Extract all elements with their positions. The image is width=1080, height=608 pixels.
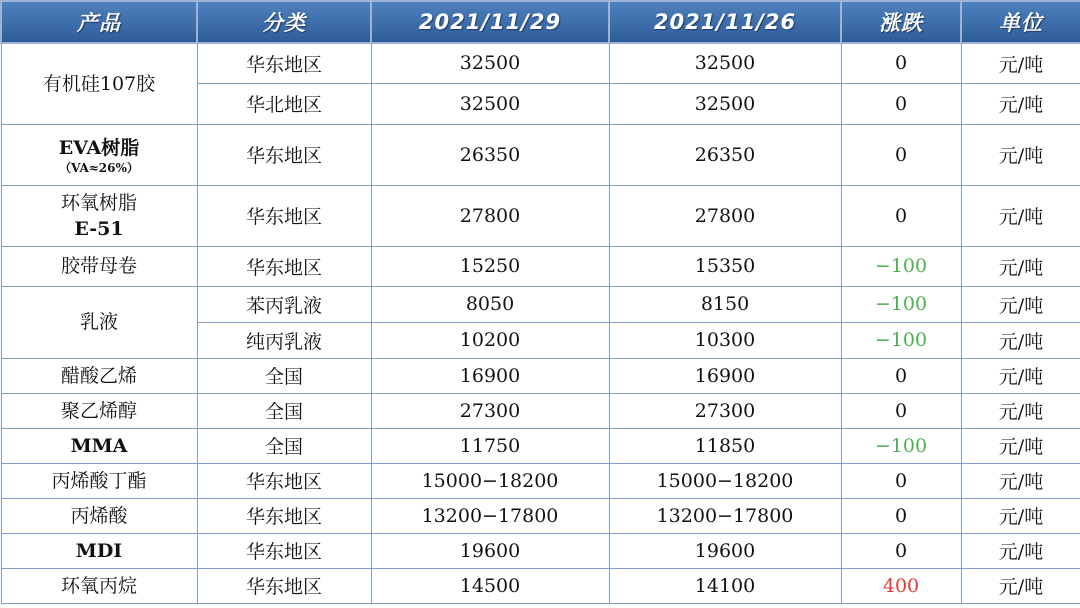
unit-cell: 元/吨: [961, 568, 1080, 603]
price-current-cell: 26350: [371, 124, 609, 185]
header-date-previous: 2021/11/26: [609, 1, 841, 43]
product-cell: 醋酸乙烯: [1, 358, 197, 393]
table-row: [1, 286, 1080, 322]
table-row: [1, 498, 1080, 533]
price-previous-cell: 10300: [609, 322, 841, 358]
price-previous-cell: 11850: [609, 428, 841, 463]
price-current-cell: 27300: [371, 393, 609, 428]
unit-cell: 元/吨: [961, 83, 1080, 124]
price-current-cell: 14500: [371, 568, 609, 603]
price-previous-cell: 14100: [609, 568, 841, 603]
price-previous-cell: 8150: [609, 286, 841, 322]
price-current-cell: 8050: [371, 286, 609, 322]
header-change: 涨跌: [841, 1, 961, 43]
table-row: [1, 533, 1080, 568]
product-cell: 丙烯酸: [1, 498, 197, 533]
table-row: [1, 124, 1080, 185]
table-row: [1, 428, 1080, 463]
table-header-row: [1, 1, 1080, 43]
product-cell: MMA: [1, 428, 197, 463]
product-cell: [1, 185, 197, 246]
table-row: [1, 246, 1080, 286]
region-cell: 华东地区: [197, 533, 371, 568]
table-row: [1, 568, 1080, 603]
price-previous-cell: 13200−17800: [609, 498, 841, 533]
unit-cell: 元/吨: [961, 358, 1080, 393]
product-grade: E-51: [74, 217, 124, 240]
price-previous-cell: 15350: [609, 246, 841, 286]
unit-cell: 元/吨: [961, 393, 1080, 428]
price-current-cell: 15000−18200: [371, 463, 609, 498]
region-cell: 华东地区: [197, 498, 371, 533]
price-previous-cell: 19600: [609, 533, 841, 568]
price-current-cell: 16900: [371, 358, 609, 393]
change-cell: −100: [841, 322, 961, 358]
region-cell: 华东地区: [197, 568, 371, 603]
price-current-cell: 32500: [371, 43, 609, 83]
table-row: [1, 393, 1080, 428]
region-cell: 华东地区: [197, 124, 371, 185]
unit-cell: 元/吨: [961, 246, 1080, 286]
table-row: [1, 43, 1080, 83]
header-product: 产品: [1, 1, 197, 43]
price-previous-cell: 26350: [609, 124, 841, 185]
unit-cell: 元/吨: [961, 43, 1080, 83]
product-cell: 有机硅107胶: [1, 43, 197, 124]
product-cell: 环氧丙烷: [1, 568, 197, 603]
price-previous-cell: 27800: [609, 185, 841, 246]
table-row: [1, 185, 1080, 246]
header-unit: 单位: [961, 1, 1080, 43]
change-cell: 0: [841, 185, 961, 246]
change-cell: 400: [841, 568, 961, 603]
product-name: 环氧树脂: [60, 191, 137, 214]
unit-cell: 元/吨: [961, 533, 1080, 568]
change-cell: 0: [841, 498, 961, 533]
change-cell: −100: [841, 246, 961, 286]
unit-cell: 元/吨: [961, 428, 1080, 463]
product-cell: 聚乙烯醇: [1, 393, 197, 428]
price-current-cell: 15250: [371, 246, 609, 286]
unit-cell: 元/吨: [961, 322, 1080, 358]
change-cell: 0: [841, 393, 961, 428]
product-cell: [1, 124, 197, 185]
product-cell: 丙烯酸丁酯: [1, 463, 197, 498]
unit-cell: 元/吨: [961, 498, 1080, 533]
change-cell: 0: [841, 124, 961, 185]
product-cell: 胶带母卷: [1, 246, 197, 286]
product-cell: 乳液: [1, 286, 197, 358]
region-cell: 全国: [197, 358, 371, 393]
change-cell: 0: [841, 83, 961, 124]
price-current-cell: 11750: [371, 428, 609, 463]
product-note: （VA≈26%）: [59, 160, 139, 175]
price-current-cell: 13200−17800: [371, 498, 609, 533]
region-cell: 全国: [197, 393, 371, 428]
change-cell: −100: [841, 286, 961, 322]
region-cell: 华东地区: [197, 246, 371, 286]
region-cell: 华东地区: [197, 43, 371, 83]
price-previous-cell: 16900: [609, 358, 841, 393]
region-cell: 苯丙乳液: [197, 286, 371, 322]
region-cell: 纯丙乳液: [197, 322, 371, 358]
price-current-cell: 10200: [371, 322, 609, 358]
price-previous-cell: 15000−18200: [609, 463, 841, 498]
price-previous-cell: 32500: [609, 83, 841, 124]
price-current-cell: 27800: [371, 185, 609, 246]
region-cell: 华东地区: [197, 185, 371, 246]
region-cell: 华北地区: [197, 83, 371, 124]
region-cell: 全国: [197, 428, 371, 463]
price-previous-cell: 32500: [609, 43, 841, 83]
price-current-cell: 32500: [371, 83, 609, 124]
unit-cell: 元/吨: [961, 463, 1080, 498]
unit-cell: 元/吨: [961, 124, 1080, 185]
change-cell: 0: [841, 533, 961, 568]
change-cell: 0: [841, 358, 961, 393]
table-row: [1, 358, 1080, 393]
unit-cell: 元/吨: [961, 185, 1080, 246]
change-cell: 0: [841, 463, 961, 498]
change-cell: 0: [841, 43, 961, 83]
region-cell: 华东地区: [197, 463, 371, 498]
product-cell: MDI: [1, 533, 197, 568]
header-category: 分类: [197, 1, 371, 43]
price-current-cell: 19600: [371, 533, 609, 568]
header-date-current: 2021/11/29: [371, 1, 609, 43]
unit-cell: 元/吨: [961, 286, 1080, 322]
table-row: [1, 463, 1080, 498]
product-name: EVA树脂: [58, 136, 140, 159]
price-previous-cell: 27300: [609, 393, 841, 428]
change-cell: −100: [841, 428, 961, 463]
